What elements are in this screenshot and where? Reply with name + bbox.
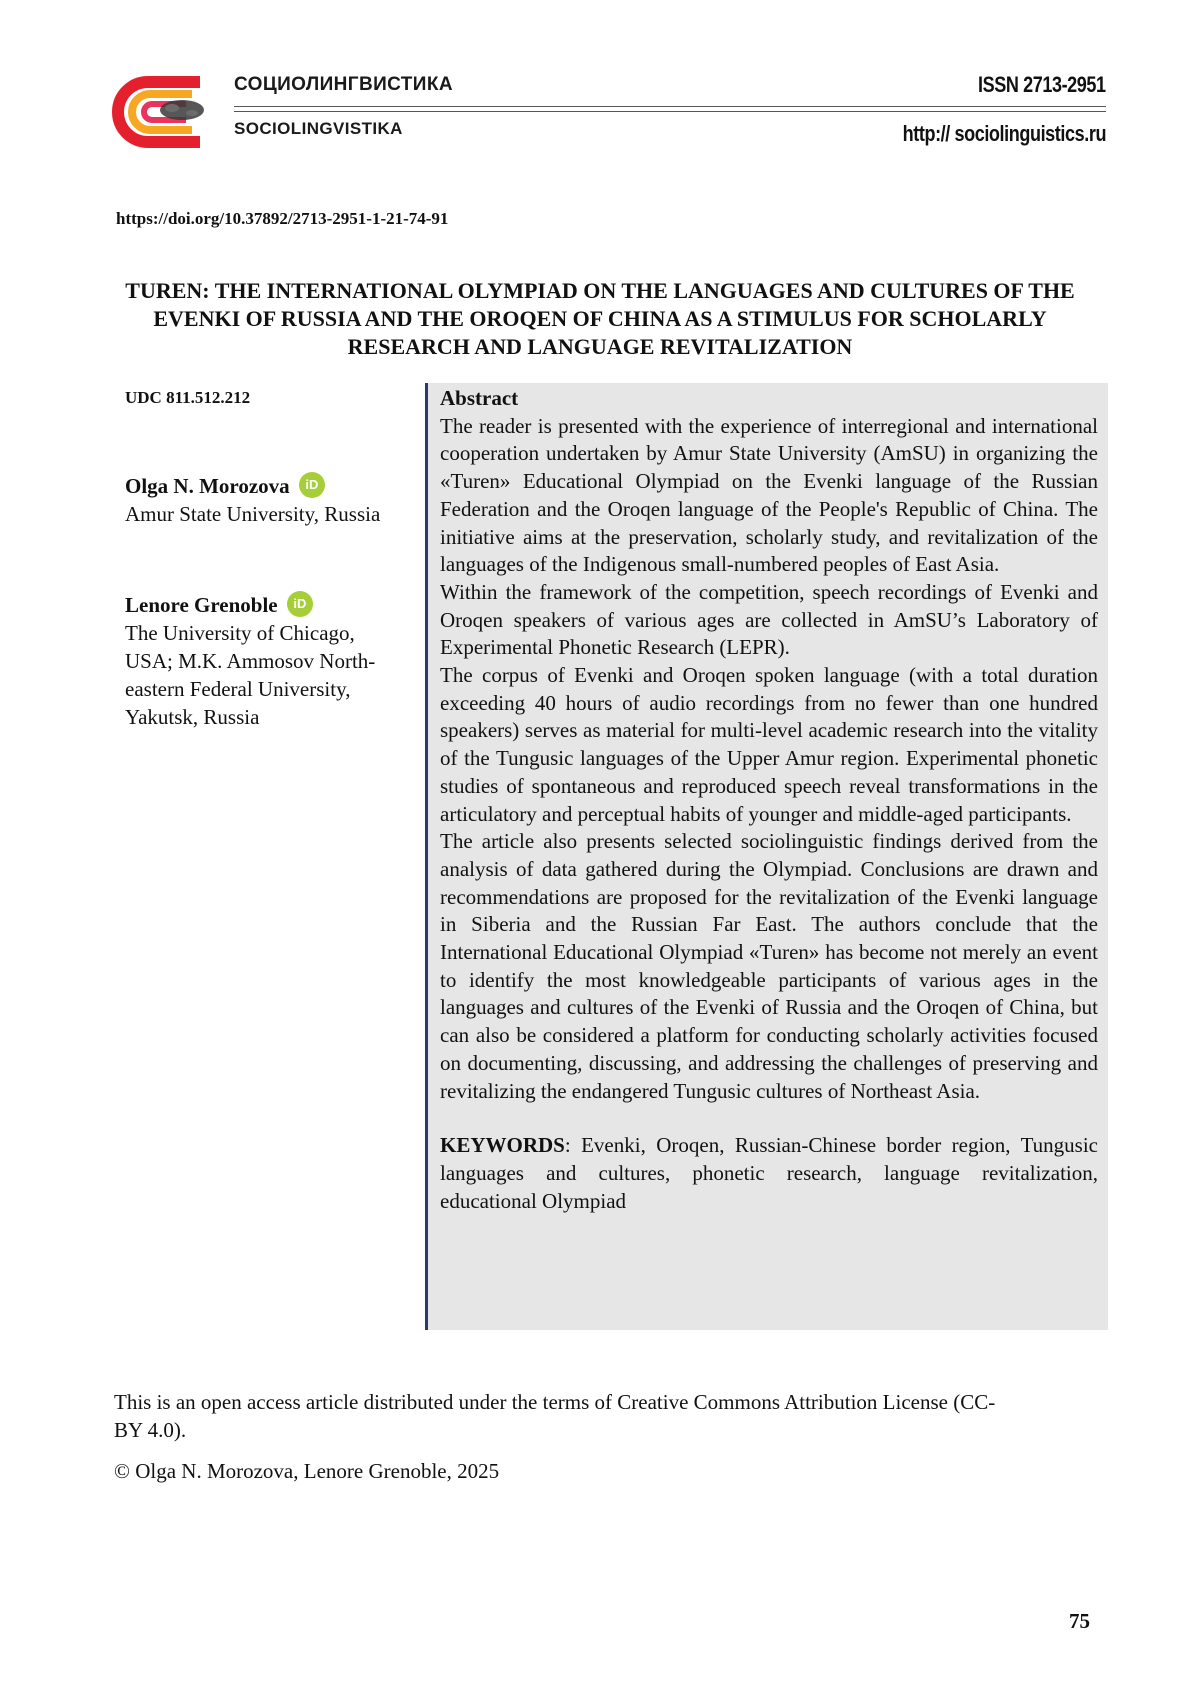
header-rule-top [234,106,1106,107]
abstract-paragraph: The reader is presented with the experience of interregional and international cooperation undertaken by Amur State University (AmSU) in organizing the «Turen» Educational Olympiad on the Evenki language of the Russian Federation and the Oroqen language of the People's Republic of China. The initiative aims at the preservation, scholarly study, and revitalization of the languages of the Indigenous small-numbered peoples of East Asia. [440,413,1098,577]
author-block [125,472,395,528]
license-notice: This is an open access article distributed under the terms of Creative Commons Attribution License (CC-BY 4.0). [114,1390,996,1442]
copyright-notice: © Olga N. Morozova, Lenore Grenoble, 2025 [114,1459,500,1483]
issn: ISSN 2713-2951 [978,72,1106,97]
journal-website-link[interactable]: http:// sociolinguistics.ru [902,121,1106,146]
author-affiliation: Amur State University, Russia [125,502,381,526]
header-rule-bottom [234,111,1106,112]
page-number: 75 [1069,1609,1090,1633]
abstract-paragraph: The corpus of Evenki and Oroqen spoken language (with a total duration exceeding 40 hours of audio recordings from no fewer than one hundred speakers) serves as material for multi-level academic research into the vitality of the Tungusic languages of the Upper Amur region. Experimental phonetic studies of spontaneous and reproduced speech reveal transformations in the articulatory and perceptual habits of younger and middle-aged participants. [440,663,1098,826]
author-name: Lenore Grenoble [125,593,278,617]
abstract-paragraph: Within the framework of the competition, speech recordings of Evenki and Oroqen speakers of various ages are collected in AmSU’s Laboratory of Experimental Phonetic Research (LEPR). [440,579,1098,660]
keywords-list: : Evenki, Oroqen, Russian-Chinese border region, Tungusic languages and cultures, phonetic research, language revitalization, educational Olympiad [440,1133,1098,1213]
logo-graphic [112,74,212,150]
keywords [440,1132,1098,1215]
orcid-icon[interactable]: iD [287,591,313,617]
author-block [125,591,395,731]
author-name: Olga N. Morozova [125,474,290,498]
author-affiliation: The University of Chicago, USA; M.K. Ammosov North-eastern Federal University, Yakutsk, Russia [125,621,376,729]
abstract-paragraph: The article also presents selected sociolinguistic findings derived from the analysis of data gathered during the Olympiad. Conclusions are drawn and recommendations are proposed for the revitalization of the Evenki language in Siberia and the Russian Far East. The authors conclude that the International Educational Olympiad «Turen» has become not merely an event to identify the most knowledgeable participants of various ages in the languages and cultures of the Evenki of Russia and the Oroqen of China, but can also be considered a platform for conducting scholarly activities focused on documenting, discussing, and addressing the challenges of preserving and revitalizing the endangered Tungusic cultures of Northeast Asia. [440,829,1098,1103]
abstract-box [425,383,1108,1330]
orcid-icon[interactable]: iD [299,472,325,498]
journal-logo [112,74,212,150]
journal-name-en: SOCIOLINGVISTIKA [234,119,403,138]
journal-name-ru: СОЦИОЛИНГВИСТИКА [234,74,453,95]
article-title: TUREN: THE INTERNATIONAL OLYMPIAD ON THE LANGUAGES AND CULTURES OF THE EVENKI OF RUSSIA AND THE OROQEN OF CHINA AS A STIMULUS FOR SCHOLARLY RESEARCH AND LANGUAGE REVITALIZATION [125,278,1075,359]
abstract-heading: Abstract [440,386,519,410]
keywords-label: KEYWORDS [440,1133,565,1158]
doi-link[interactable]: https://doi.org/10.37892/2713-2951-1-21-74-91 [116,209,449,228]
udc-code: UDC 811.512.212 [125,388,251,407]
